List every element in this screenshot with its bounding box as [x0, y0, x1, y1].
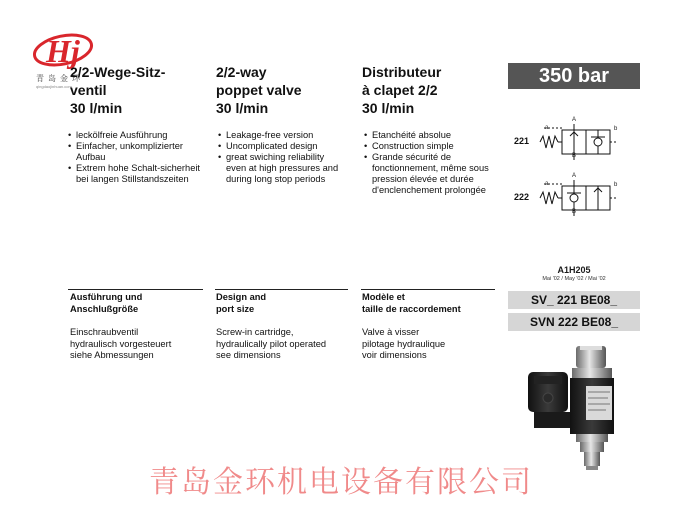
type-code-svn: SVN 222 BE08_	[508, 313, 640, 331]
features-en	[216, 130, 346, 185]
title-fr	[362, 63, 502, 117]
title-line: 2/2-Wege-Sitz-	[70, 64, 166, 80]
title-line: 30 l/min	[362, 100, 415, 116]
divider-en	[215, 289, 348, 290]
subheading-line: Modèle et	[362, 292, 405, 302]
description-fr	[362, 327, 502, 362]
logo-url-text: qingdaojinhuan.com	[36, 84, 72, 89]
svg-text:Hj: Hj	[46, 33, 80, 69]
symbol-222-label: 222	[514, 192, 530, 202]
divider-fr	[361, 289, 495, 290]
description-line: Einschraubventil	[70, 327, 139, 337]
port-b-label: B	[572, 209, 577, 215]
description-line: hydraulisch vorgesteuert	[70, 338, 172, 349]
description-line: see dimensions	[216, 350, 281, 360]
description-line: Screw-in cartridge,	[216, 327, 294, 337]
title-line: 30 l/min	[70, 100, 123, 116]
description-line: voir dimensions	[362, 350, 427, 360]
title-de	[70, 63, 210, 117]
port-a-small-label: a	[545, 125, 549, 131]
title-line: ventil	[70, 82, 107, 98]
pressure-badge: 350 bar	[508, 63, 640, 89]
feature-item: • Uncomplicated design	[216, 141, 346, 152]
title-line: 30 l/min	[216, 100, 269, 116]
description-line: siehe Abmessungen	[70, 350, 154, 360]
description-line: hydraulically pilot operated	[216, 338, 327, 349]
catalog-code: A1H205	[557, 265, 591, 275]
subheading-line: port size	[216, 304, 255, 314]
title-line: poppet valve	[216, 82, 302, 98]
description-en	[216, 327, 356, 362]
feature-item: • great swiching reliability even at high pressures and during long stop periods	[216, 152, 346, 185]
feature-item: • Extrem hohe Schalt-sicherheit bei langen Stillstandszeiten	[66, 163, 201, 185]
logo-chinese-text: 青岛金环	[36, 74, 84, 83]
port-b-small-label: b	[614, 126, 618, 132]
port-b-small-label: b	[614, 182, 618, 188]
description-line: Valve à visser	[362, 327, 420, 337]
feature-item: • Einfacher, unkomplizierter Aufbau	[66, 141, 201, 163]
catalog-date: Mai '02 / May '02 / Mai '02	[542, 276, 606, 282]
title-line: 2/2-way	[216, 64, 267, 80]
divider-de	[68, 289, 203, 290]
description-line: pilotage hydraulique	[362, 338, 446, 349]
valve-symbol-222-icon	[538, 172, 628, 223]
title-line: à clapet 2/2	[362, 82, 438, 98]
features-fr	[362, 130, 490, 196]
feature-item: • Etanchéité absolue	[362, 130, 490, 141]
subheading-line: taille de raccordement	[362, 304, 461, 314]
subheading-fr	[362, 291, 502, 315]
feature-item: • Construction simple	[362, 141, 490, 152]
port-a-label: A	[572, 173, 577, 179]
port-a-label: A	[572, 117, 577, 123]
title-en	[216, 63, 356, 117]
port-a-small-label: a	[545, 181, 549, 187]
subheading-de	[70, 291, 210, 315]
company-name-footer: 青岛金环机电设备有限公司	[149, 465, 533, 500]
port-b-label: B	[572, 153, 577, 159]
valve-symbol-221-icon	[538, 116, 628, 167]
subheading-en	[216, 291, 356, 315]
symbol-221-label: 221	[514, 136, 530, 146]
subheading-line: Anschlußgröße	[70, 304, 139, 314]
feature-item: • leckölfreie Ausführung	[66, 130, 201, 141]
subheading-line: Design and	[216, 292, 267, 302]
features-de	[66, 130, 201, 185]
valve-product-image	[520, 342, 640, 475]
feature-item: • Leakage-free version	[216, 130, 346, 141]
type-code-sv: SV_ 221 BE08_	[508, 291, 640, 309]
title-line: Distributeur	[362, 64, 442, 80]
description-de	[70, 327, 210, 362]
subheading-line: Ausführung und	[70, 292, 143, 302]
feature-item: • Grande sécurité de fonctionnement, même sous pression élevée et durée d'enclenchement prolongée	[362, 152, 490, 196]
